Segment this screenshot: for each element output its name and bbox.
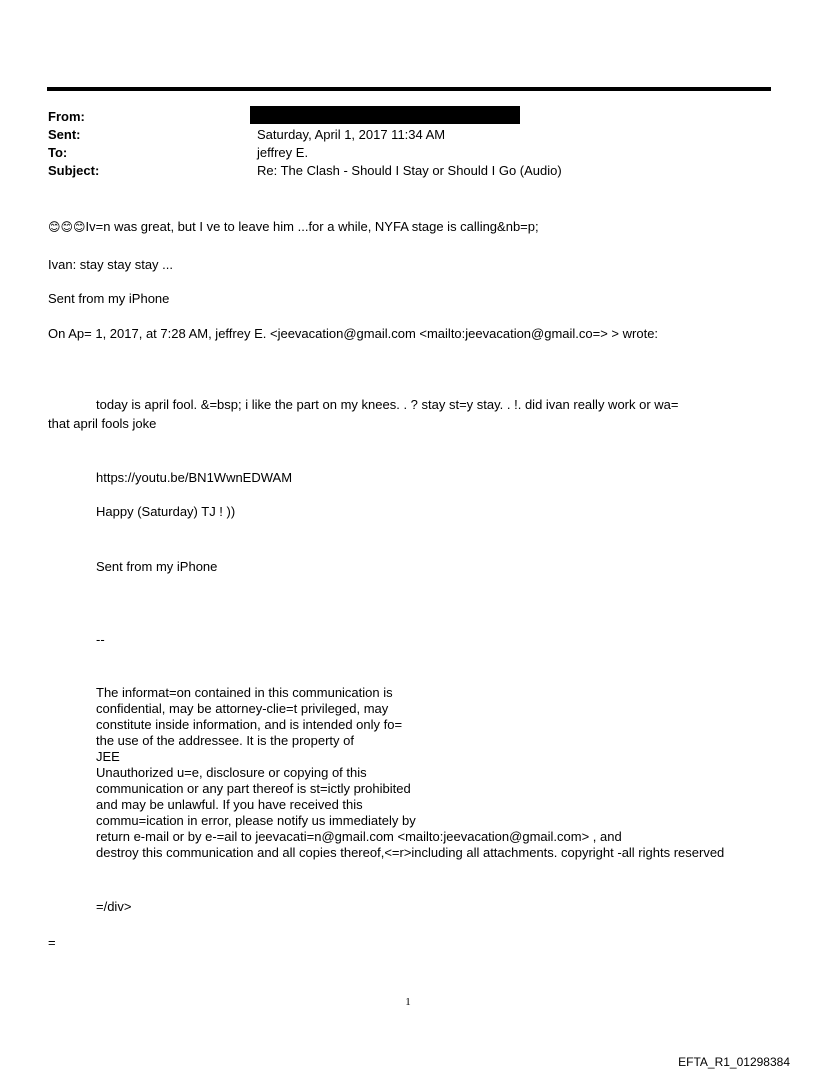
header-rule xyxy=(47,87,771,91)
notice-line: constitute inside information, and is intended only fo= xyxy=(96,717,403,732)
sent-value: Saturday, April 1, 2017 11:34 AM xyxy=(257,127,446,142)
confidentiality-notice xyxy=(96,685,796,861)
trailing-equals: = xyxy=(48,935,56,950)
quote-line-2: that april fools joke xyxy=(48,416,157,431)
from-label: From: xyxy=(48,109,85,124)
to-label: To: xyxy=(48,145,68,160)
redacted-sender xyxy=(250,106,520,124)
closing-div: =/div> xyxy=(96,899,132,914)
notice-line: JEE xyxy=(96,749,120,764)
subject-label: Subject: xyxy=(48,163,100,178)
youtube-link[interactable]: https://youtu.be/BN1WwnEDWAM xyxy=(96,470,293,485)
body-line-2: Ivan: stay stay stay ... xyxy=(48,257,173,272)
notice-line: return e-mail or by e-=ail to jeevacati=n@gmail.com <mailto:jeevacation@gmail.com> , and xyxy=(96,829,622,844)
sent-from-iphone: Sent from my iPhone xyxy=(48,291,170,306)
happy-line: Happy (Saturday) TJ ! )) xyxy=(96,504,236,519)
body-line-1-text: Iv=n was great, but I ve to leave him ...for a while, NYFA stage is calling&nb=p; xyxy=(85,219,539,234)
body-line-1 xyxy=(48,219,539,234)
notice-line: The informat=on contained in this communication is xyxy=(96,685,393,700)
notice-line: commu=ication in error, please notify us immediately by xyxy=(96,813,416,828)
page-number: 1 xyxy=(405,996,411,1008)
notice-line: destroy this communication and all copies thereof,<=r>including all attachments. copyright -all rights reserved xyxy=(96,845,725,860)
notice-line: the use of the addressee. It is the property of xyxy=(96,733,354,748)
sent-from-iphone-2: Sent from my iPhone xyxy=(96,559,218,574)
notice-line: confidential, may be attorney-clie=t privileged, may xyxy=(96,701,389,716)
subject-value: Re: The Clash - Should I Stay or Should I Go (Audio) xyxy=(257,163,562,178)
notice-line: and may be unlawful. If you have received this xyxy=(96,797,363,812)
reply-header: On Ap= 1, 2017, at 7:28 AM, jeffrey E. <jeevacation@gmail.com <mailto:jeevacation@gmail.co=> > wrote: xyxy=(48,326,659,341)
to-value: jeffrey E. xyxy=(257,145,309,160)
document-id: EFTA_R1_01298384 xyxy=(678,1055,790,1069)
smiley-emoji-icon: 😊😊😊 xyxy=(48,220,86,234)
signature-separator: -- xyxy=(96,632,105,647)
notice-line: communication or any part thereof is st=ictly prohibited xyxy=(96,781,411,796)
notice-line: Unauthorized u=e, disclosure or copying of this xyxy=(96,765,367,780)
quote-line-1: today is april fool. &=bsp; i like the part on my knees. . ? stay st=y stay. . !. did ivan really work or wa= xyxy=(96,397,679,412)
sent-label: Sent: xyxy=(48,127,81,142)
